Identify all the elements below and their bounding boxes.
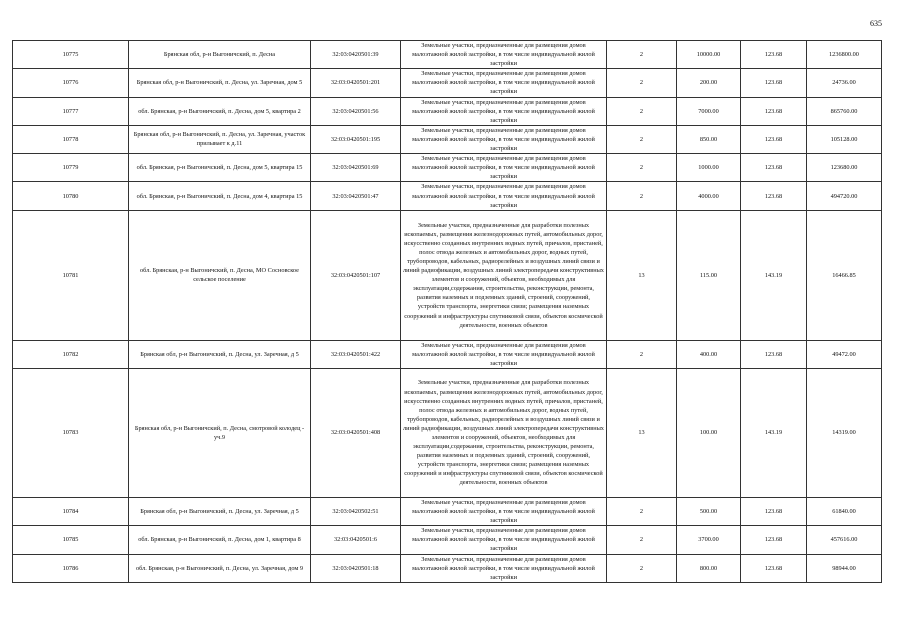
- address-cell: обл. Брянская, р-н Выгоничский, п. Десна, дом 4, квартира 15: [129, 182, 311, 210]
- category-cell: 2: [607, 182, 677, 210]
- address-cell: Брянская обл, р-н Выгоничский, п. Десна, ул. Заречная, д 5: [129, 340, 311, 368]
- row-number-cell: 10782: [13, 340, 129, 368]
- category-cell: 13: [607, 210, 677, 340]
- cadastral-value-cell: 123680.00: [807, 154, 882, 182]
- area-cell: 7000.00: [677, 97, 741, 125]
- cadastral-number-cell: 32:03:0420501:408: [311, 368, 401, 497]
- rate-cell: 143.19: [741, 368, 807, 497]
- address-cell: обл. Брянская, р-н Выгоничский, п. Десна, дом 5, квартира 15: [129, 154, 311, 182]
- table-row: [13, 41, 882, 69]
- address-cell: Брянская обл, р-н Выгоничский, п. Десна, ул. Заречная, дом 5: [129, 69, 311, 97]
- rate-cell: 123.68: [741, 97, 807, 125]
- rate-cell: 123.68: [741, 69, 807, 97]
- permitted-use-cell: Земельные участки, предназначенные для разработки полезных ископаемых, размещения железнодорожных путей, автомобильных дорог, искусственно созданных внутренних водных путей, причалов, пристаней, полос отвода железных и автомобильных дорог, водных путей, трубопроводов, кабельных, радиорелейных и воздушных линий связи и линий радиофикации, воздушных линий электропередачи конструктивных элементов и сооружений, объектов, необходимых для эксплуатации,содержания, строительства, реконструкции, ремонта, развития наземных и подземных зданий, строений, сооружений, устройств транспорта, энергетики связи; размещения наземных сооружений и инфраструктуры спутниковой связи, объектов космической деятельности, военных объектов: [401, 210, 607, 340]
- category-cell: 13: [607, 368, 677, 497]
- table-row: [13, 125, 882, 153]
- cadastral-value-cell: 16466.85: [807, 210, 882, 340]
- address-cell: обл. Брянская, р-н Выгоничский, п. Десна, дом 1, квартира 8: [129, 526, 311, 554]
- cadastral-value-cell: 105128.00: [807, 125, 882, 153]
- area-cell: 200.00: [677, 69, 741, 97]
- cadastral-value-cell: 98944.00: [807, 554, 882, 582]
- cadastral-number-cell: 32:03:0420501:6: [311, 526, 401, 554]
- category-cell: 2: [607, 497, 677, 525]
- area-cell: 850.00: [677, 125, 741, 153]
- cadastral-value-cell: 1236800.00: [807, 41, 882, 69]
- cadastral-number-cell: 32:03:0420502:51: [311, 497, 401, 525]
- address-cell: Брянская обл, р-н Выгоничский, п. Десна, ул. Заречная, д 5: [129, 497, 311, 525]
- category-cell: 2: [607, 526, 677, 554]
- permitted-use-cell: Земельные участки, предназначенные для размещения домов малоэтажной жилой застройки, в том числе индивидуальной жилой застройки: [401, 526, 607, 554]
- rate-cell: 143.19: [741, 210, 807, 340]
- cadastral-value-cell: 61840.00: [807, 497, 882, 525]
- permitted-use-cell: Земельные участки, предназначенные для размещения домов малоэтажной жилой застройки, в том числе индивидуальной жилой застройки: [401, 125, 607, 153]
- row-number-cell: 10776: [13, 69, 129, 97]
- cadastral-value-cell: 494720.00: [807, 182, 882, 210]
- row-number-cell: 10786: [13, 554, 129, 582]
- table-row: [13, 69, 882, 97]
- cadastral-number-cell: 32:03:0420501:69: [311, 154, 401, 182]
- permitted-use-cell: Земельные участки, предназначенные для размещения домов малоэтажной жилой застройки, в том числе индивидуальной жилой застройки: [401, 182, 607, 210]
- permitted-use-cell: Земельные участки, предназначенные для размещения домов малоэтажной жилой застройки, в том числе индивидуальной жилой застройки: [401, 97, 607, 125]
- cadastral-number-cell: 32:03:0420501:201: [311, 69, 401, 97]
- table-row: [13, 182, 882, 210]
- address-cell: Брянская обл, р-н Выгоничский, п. Десна, ул. Заречная, участок прилывает к д.11: [129, 125, 311, 153]
- area-cell: 500.00: [677, 497, 741, 525]
- cadastral-number-cell: 32:03:0420501:18: [311, 554, 401, 582]
- category-cell: 2: [607, 554, 677, 582]
- row-number-cell: 10784: [13, 497, 129, 525]
- table-row: [13, 368, 882, 497]
- address-cell: Брянская обл, р-н Выгоничский, п. Десна: [129, 41, 311, 69]
- page-number: 635: [870, 19, 882, 28]
- category-cell: 2: [607, 97, 677, 125]
- cadastral-value-cell: 14319.00: [807, 368, 882, 497]
- area-cell: 4000.00: [677, 182, 741, 210]
- table-row: [13, 497, 882, 525]
- address-cell: обл. Брянская, р-н Выгоничский, п. Десна, дом 5, квартира 2: [129, 97, 311, 125]
- cadastral-value-cell: 865760.00: [807, 97, 882, 125]
- cadastral-number-cell: 32:03:0420501:56: [311, 97, 401, 125]
- rate-cell: 123.68: [741, 154, 807, 182]
- category-cell: 2: [607, 69, 677, 97]
- cadastral-number-cell: 32:03:0420501:195: [311, 125, 401, 153]
- cadastral-number-cell: 32:03:0420501:39: [311, 41, 401, 69]
- address-cell: Брянская обл, р-н Выгоничский, п. Десна, смотровой колодец - уч.9: [129, 368, 311, 497]
- table-row: [13, 340, 882, 368]
- cadastral-number-cell: 32:03:0420501:422: [311, 340, 401, 368]
- table-row: [13, 554, 882, 582]
- table-row: [13, 154, 882, 182]
- permitted-use-cell: Земельные участки, предназначенные для размещения домов малоэтажной жилой застройки, в том числе индивидуальной жилой застройки: [401, 340, 607, 368]
- row-number-cell: 10780: [13, 182, 129, 210]
- rate-cell: 123.68: [741, 554, 807, 582]
- rate-cell: 123.68: [741, 41, 807, 69]
- cadastral-value-cell: 457616.00: [807, 526, 882, 554]
- rate-cell: 123.68: [741, 497, 807, 525]
- permitted-use-cell: Земельные участки, предназначенные для размещения домов малоэтажной жилой застройки, в том числе индивидуальной жилой застройки: [401, 554, 607, 582]
- rate-cell: 123.68: [741, 125, 807, 153]
- cadastral-number-cell: 32:03:0420501:107: [311, 210, 401, 340]
- cadastral-value-table: [12, 40, 882, 583]
- area-cell: 100.00: [677, 368, 741, 497]
- category-cell: 2: [607, 154, 677, 182]
- area-cell: 10000.00: [677, 41, 741, 69]
- area-cell: 115.00: [677, 210, 741, 340]
- table-row: [13, 210, 882, 340]
- category-cell: 2: [607, 340, 677, 368]
- cadastral-value-cell: 24736.00: [807, 69, 882, 97]
- table-row: [13, 526, 882, 554]
- cadastral-value-cell: 49472.00: [807, 340, 882, 368]
- rate-cell: 123.68: [741, 182, 807, 210]
- permitted-use-cell: Земельные участки, предназначенные для размещения домов малоэтажной жилой застройки, в том числе индивидуальной жилой застройки: [401, 69, 607, 97]
- table-row: [13, 97, 882, 125]
- cadastral-number-cell: 32:03:0420501:47: [311, 182, 401, 210]
- row-number-cell: 10777: [13, 97, 129, 125]
- row-number-cell: 10778: [13, 125, 129, 153]
- row-number-cell: 10785: [13, 526, 129, 554]
- rate-cell: 123.68: [741, 526, 807, 554]
- area-cell: 400.00: [677, 340, 741, 368]
- area-cell: 800.00: [677, 554, 741, 582]
- category-cell: 2: [607, 41, 677, 69]
- row-number-cell: 10783: [13, 368, 129, 497]
- rate-cell: 123.68: [741, 340, 807, 368]
- row-number-cell: 10775: [13, 41, 129, 69]
- address-cell: обл. Брянская, р-н Выгоничский, п. Десна, ул. Заречная, дом 9: [129, 554, 311, 582]
- permitted-use-cell: Земельные участки, предназначенные для размещения домов малоэтажной жилой застройки, в том числе индивидуальной жилой застройки: [401, 41, 607, 69]
- permitted-use-cell: Земельные участки, предназначенные для размещения домов малоэтажной жилой застройки, в том числе индивидуальной жилой застройки: [401, 154, 607, 182]
- permitted-use-cell: Земельные участки, предназначенные для размещения домов малоэтажной жилой застройки, в том числе индивидуальной жилой застройки: [401, 497, 607, 525]
- area-cell: 1000.00: [677, 154, 741, 182]
- row-number-cell: 10781: [13, 210, 129, 340]
- address-cell: обл. Брянская, р-н Выгоничский, п. Десна, МО Сосновское сельское поселение: [129, 210, 311, 340]
- area-cell: 3700.00: [677, 526, 741, 554]
- row-number-cell: 10779: [13, 154, 129, 182]
- category-cell: 2: [607, 125, 677, 153]
- permitted-use-cell: Земельные участки, предназначенные для разработки полезных ископаемых, размещения железнодорожных путей, автомобильных дорог, искусственно созданных внутренних водных путей, причалов, пристаней, полос отвода железных и автомобильных дорог, водных путей, трубопроводов, кабельных, радиорелейных и воздушных линий связи и линий радиофикации, воздушных линий электропередачи конструктивных элементов и сооружений, объектов, необходимых для эксплуатации,содержания, строительства, реконструкции, ремонта, развития наземных и подземных зданий, строений, сооружений, устройств транспорта, энергетики связи; размещения наземных сооружений и инфраструктуры спутниковой связи, объектов космической деятельности, военных объектов: [401, 368, 607, 497]
